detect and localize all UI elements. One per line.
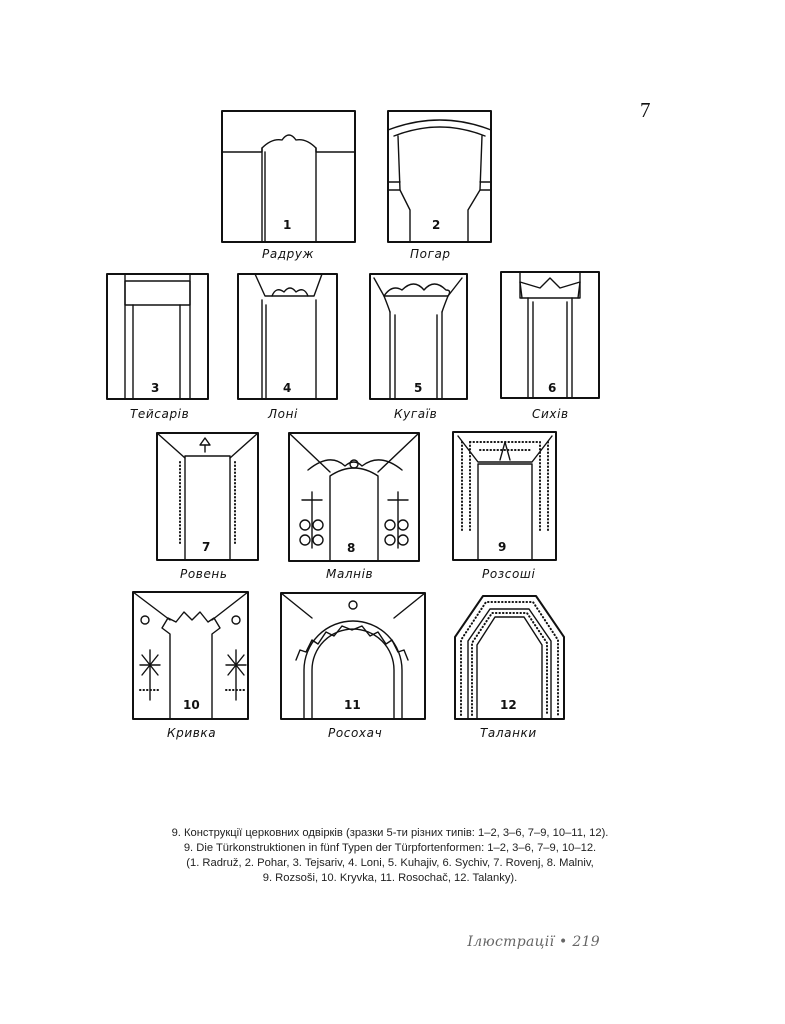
footer-section-title: Ілюстрації [467, 934, 555, 950]
panel-6-drawing [501, 272, 599, 398]
panel-1-number: 1 [283, 218, 292, 232]
caption-line-german: 9. Die Türkonstruktionen in fünf Typen der Türpfortenformen: 1–2, 3–6, 7–9, 10–12. [183, 842, 597, 854]
panel-9-label: Розсоші [482, 567, 536, 581]
panel-12-label: Таланки [480, 726, 537, 740]
panel-9-number: 9 [498, 540, 507, 554]
panel-12-number: 12 [500, 698, 517, 712]
panel-7-number: 7 [202, 540, 211, 554]
running-footer [467, 934, 600, 950]
caption-line-places-2: 9. Rozsoši, 10. Kryvka, 11. Rosochač, 12. Talanky). [262, 872, 518, 884]
figure-caption [100, 826, 680, 886]
panel-5-label: Кугаїв [394, 407, 438, 421]
panel-1-label: Радруж [262, 247, 315, 261]
panel-10-number: 10 [183, 698, 200, 712]
footer-separator: • [559, 934, 568, 950]
panel-4-number: 4 [283, 381, 292, 395]
panel-5-number: 5 [414, 381, 423, 395]
panel-8-number: 8 [347, 541, 356, 555]
panel-10-label: Кривка [167, 726, 217, 740]
panel-7-label: Ровень [180, 567, 228, 581]
panel-3-number: 3 [151, 381, 160, 395]
caption-line-ukrainian: 9. Конструкції церковних одвірків (зразки 5-ти різних типів: 1–2, 3–6, 7–9, 10–11, 12). [171, 827, 609, 839]
panel-2-number: 2 [432, 218, 441, 232]
footer-page-number: 219 [572, 934, 600, 950]
panel-4-label: Лоні [268, 407, 298, 421]
page-number-top: 7 [640, 98, 651, 122]
panel-11-label: Росохач [328, 726, 383, 740]
panel-6-label: Сихів [532, 407, 569, 421]
caption-line-places-1: (1. Radruž, 2. Pohar, 3. Tejsariv, 4. Loni, 5. Kuhajiv, 6. Sychiv, 7. Rovenj, 8. Malniv, [186, 857, 594, 869]
panel-11-number: 11 [344, 698, 361, 712]
panel-8-label: Малнів [326, 567, 374, 581]
panel-6-number: 6 [548, 381, 557, 395]
panel-3-label: Тейсарів [130, 407, 190, 421]
panel-2-label: Погар [410, 247, 451, 261]
